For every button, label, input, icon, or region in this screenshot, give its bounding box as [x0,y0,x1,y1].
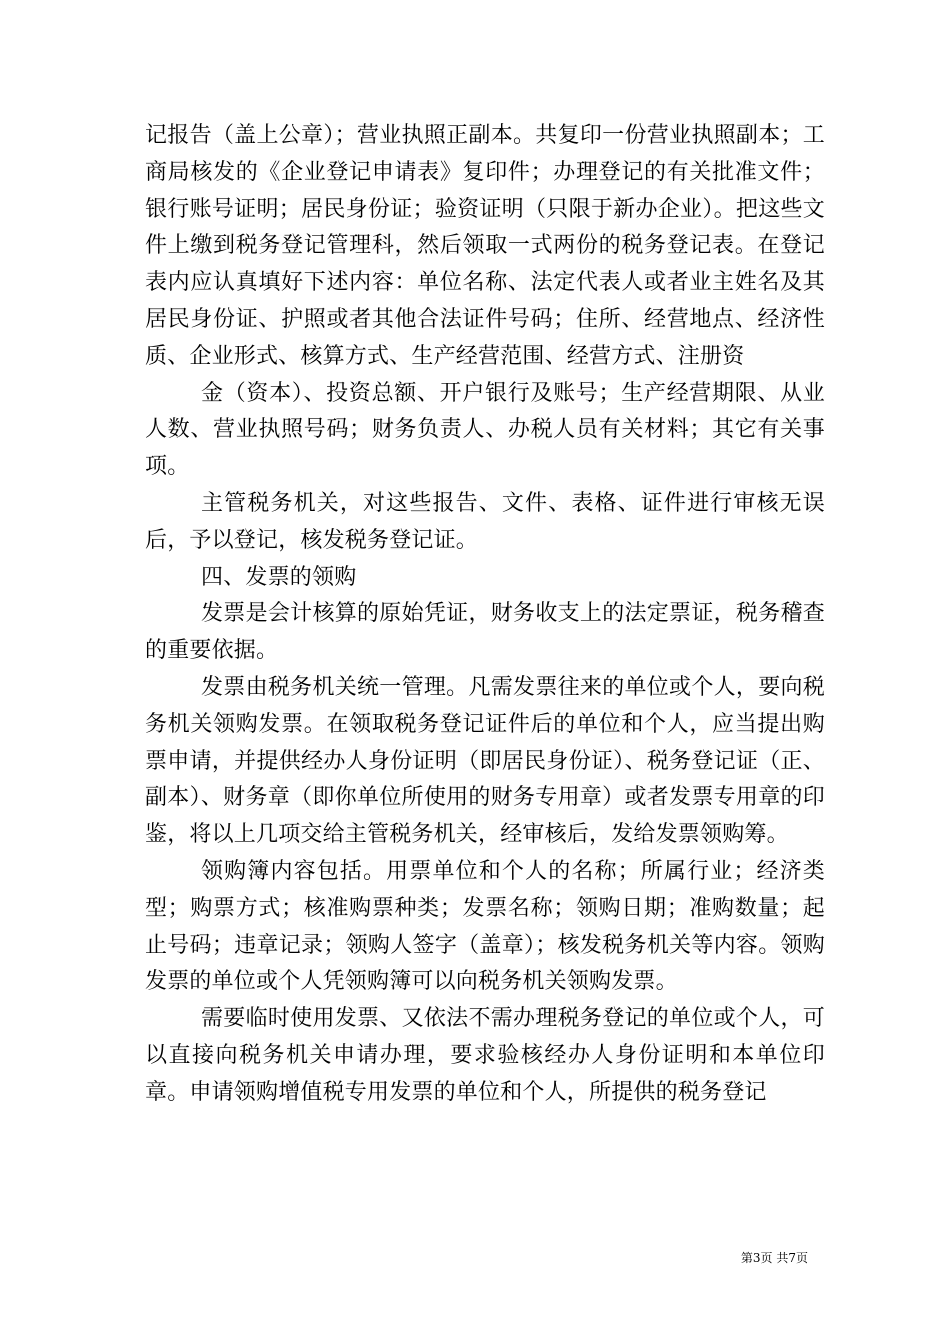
paragraph-1: 记报告（盖上公章）；营业执照正副本。共复印一份营业执照副本；工商局核发的《企业登记申请表》复印件；办理登记的有关批准文件；银行账号证明；居民身份证；验资证明（只限于新办企业）。把这些文件上缴到税务登记管理科，然后领取一式两份的税务登记表。在登记表内应认真填好下述内容：单位名称、法定代表人或者业主姓名及其居民身份证、护照或者其他合法证件号码；住所、经营地点、经济性质、企业形式、核算方式、生产经营范围、经营方式、注册资 [145,123,825,369]
footer-total-pages: 7 [788,1251,796,1265]
paragraph-6: 发票由税务机关统一管理。凡需发票往来的单位或个人，要向税务机关领购发票。在领取税务登记证件后的单位和个人，应当提出购票申请，并提供经办人身份证明（即居民身份证）、税务登记证（正、副本）、财务章（即你单位所使用的财务专用章）或者发票专用章的印鉴，将以上几项交给主管税务机关，经审核后，发给发票领购筹。 [145,674,825,848]
paragraph-3: 主管税务机关，对这些报告、文件、表格、证件进行审核无误后，予以登记，核发税务登记证。 [145,490,825,553]
paragraph-8: 需要临时使用发票、又依法不需办理税务登记的单位或个人，可以直接向税务机关申请办理，要求验核经办人身份证明和本单位印章。申请领购增值税专用发票的单位和个人，所提供的税务登记 [145,1006,825,1105]
paragraph-2: 金（资本）、投资总额、开户银行及账号；生产经营期限、从业人数、营业执照号码；财务负责人、办税人员有关材料；其它有关事项。 [145,380,825,480]
paragraph-7: 领购簿内容包括。用票单位和个人的名称；所属行业；经济类型；购票方式；核准购票种类；发票名称；领购日期；准购数量；起止号码；违章记录；领购人签字（盖章）；核发税务机关等内容。领购发票的单位或个人凭领购簿可以向税务机关领购发票。 [145,858,825,995]
document-body [145,118,825,1112]
paragraph-5: 发票是会计核算的原始凭证，财务收支上的法定票证，税务稽查的重要依据。 [145,601,825,664]
footer-current-page: 3 [752,1251,761,1265]
footer-prefix: 第 [740,1251,753,1265]
page-number-footer [741,1250,808,1266]
section-heading: 四、发票的领购 [201,564,357,590]
footer-middle: 页 共 [760,1251,789,1265]
footer-suffix: 页 [795,1251,808,1265]
